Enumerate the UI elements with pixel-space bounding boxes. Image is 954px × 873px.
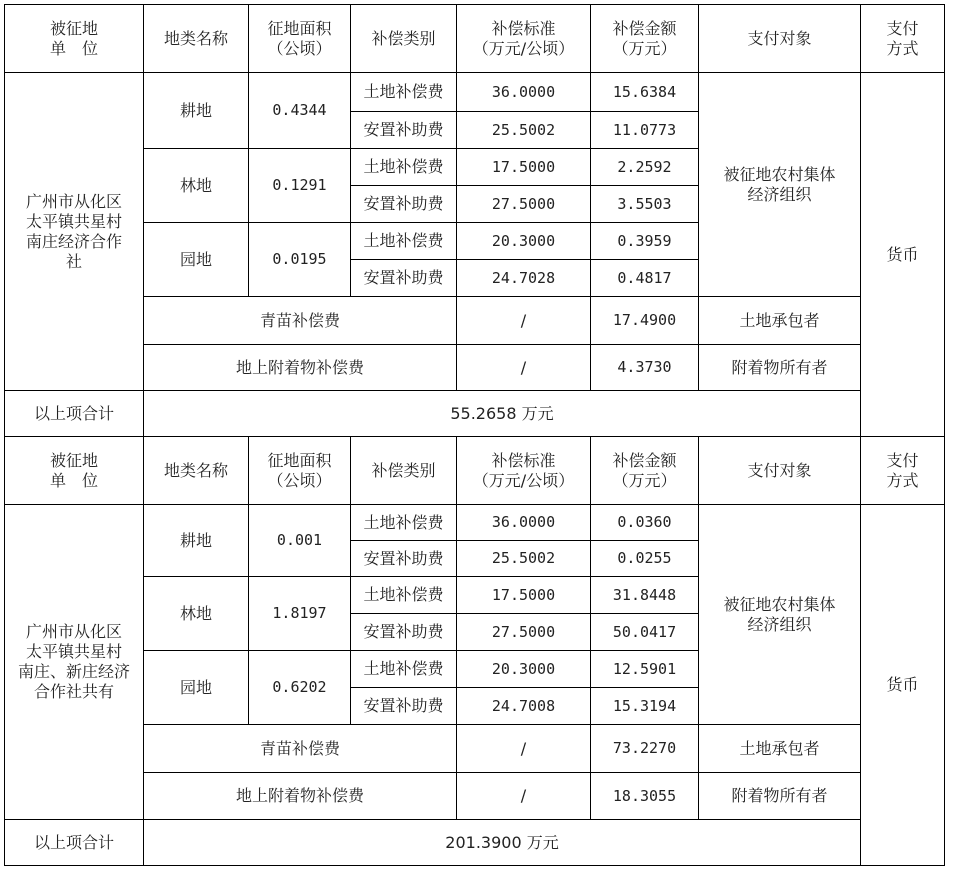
comp-type-cell: 安置补助费	[351, 688, 457, 725]
standard-cell: /	[457, 725, 591, 773]
standard-cell: 17.5000	[457, 577, 591, 614]
comp-type-cell: 安置补助费	[351, 614, 457, 651]
amount-cell: 73.2270	[591, 725, 699, 773]
amount-cell: 18.3055	[591, 773, 699, 820]
header-payment: 支付 方式	[861, 5, 945, 73]
standard-cell: 25.5002	[457, 541, 591, 577]
land-type-cell: 耕地	[144, 505, 249, 577]
amount-cell: 31.8448	[591, 577, 699, 614]
standard-cell: 20.3000	[457, 651, 591, 688]
area-cell: 0.4344	[249, 73, 351, 149]
header-land-type: 地类名称	[144, 5, 249, 73]
comp-type-cell: 土地补偿费	[351, 223, 457, 260]
amount-cell: 50.0417	[591, 614, 699, 651]
header-payee: 支付对象	[699, 437, 861, 505]
amount-cell: 2.2592	[591, 149, 699, 186]
seedling-row	[5, 297, 945, 345]
amount-cell: 12.5901	[591, 651, 699, 688]
standard-cell: 24.7008	[457, 688, 591, 725]
attachment-label: 地上附着物补偿费	[144, 773, 457, 820]
total-label: 以上项合计	[5, 820, 144, 866]
land-type-cell: 耕地	[144, 73, 249, 149]
area-cell: 0.6202	[249, 651, 351, 725]
comp-type-cell: 土地补偿费	[351, 73, 457, 112]
comp-type-cell: 土地补偿费	[351, 651, 457, 688]
standard-cell: /	[457, 345, 591, 391]
header-land-type: 地类名称	[144, 437, 249, 505]
header-area: 征地面积 （公顷）	[249, 437, 351, 505]
header-unit: 被征地 单 位	[5, 437, 144, 505]
header-payee: 支付对象	[699, 5, 861, 73]
area-cell: 0.1291	[249, 149, 351, 223]
comp-type-cell: 安置补助费	[351, 260, 457, 297]
standard-cell: /	[457, 297, 591, 345]
payee-cell: 附着物所有者	[699, 345, 861, 391]
header-amount: 补偿金额 （万元）	[591, 437, 699, 505]
comp-type-cell: 土地补偿费	[351, 505, 457, 541]
payee-cell: 土地承包者	[699, 725, 861, 773]
amount-cell: 15.6384	[591, 73, 699, 112]
comp-type-cell: 安置补助费	[351, 186, 457, 223]
payee-cell: 附着物所有者	[699, 773, 861, 820]
total-value: 55.2658 万元	[144, 391, 861, 437]
unit-cell: 广州市从化区 太平镇共星村 南庄经济合作 社	[5, 73, 144, 391]
amount-cell: 15.3194	[591, 688, 699, 725]
land-type-cell: 园地	[144, 223, 249, 297]
area-cell: 0.001	[249, 505, 351, 577]
total-row	[5, 391, 945, 437]
amount-cell: 3.5503	[591, 186, 699, 223]
standard-cell: 36.0000	[457, 505, 591, 541]
unit-cell: 广州市从化区 太平镇共星村 南庄、新庄经济 合作社共有	[5, 505, 144, 820]
attachment-row	[5, 773, 945, 820]
amount-cell: 0.3959	[591, 223, 699, 260]
standard-cell: 17.5000	[457, 149, 591, 186]
header-standard: 补偿标准 （万元/公顷）	[457, 5, 591, 73]
land-type-cell: 林地	[144, 577, 249, 651]
standard-cell: 25.5002	[457, 112, 591, 149]
amount-cell: 17.4900	[591, 297, 699, 345]
header-comp-type: 补偿类别	[351, 5, 457, 73]
total-label: 以上项合计	[5, 391, 144, 437]
payment-cell: 货币	[861, 73, 945, 437]
payee-cell: 土地承包者	[699, 297, 861, 345]
comp-type-cell: 安置补助费	[351, 112, 457, 149]
header-payment: 支付 方式	[861, 437, 945, 505]
seedling-row	[5, 725, 945, 773]
seedling-label: 青苗补偿费	[144, 297, 457, 345]
amount-cell: 4.3730	[591, 345, 699, 391]
land-type-cell: 园地	[144, 651, 249, 725]
comp-type-cell: 土地补偿费	[351, 577, 457, 614]
seedling-label: 青苗补偿费	[144, 725, 457, 773]
standard-cell: 24.7028	[457, 260, 591, 297]
standard-cell: 27.5000	[457, 186, 591, 223]
payee-cell: 被征地农村集体 经济组织	[699, 73, 861, 297]
comp-type-cell: 土地补偿费	[351, 149, 457, 186]
table-row	[5, 505, 945, 541]
header-row	[5, 5, 945, 73]
amount-cell: 11.0773	[591, 112, 699, 149]
total-value: 201.3900 万元	[144, 820, 861, 866]
comp-type-cell: 安置补助费	[351, 541, 457, 577]
table-row	[5, 73, 945, 112]
header-unit: 被征地 单 位	[5, 5, 144, 73]
amount-cell: 0.4817	[591, 260, 699, 297]
payment-cell: 货币	[861, 505, 945, 866]
header-comp-type: 补偿类别	[351, 437, 457, 505]
header-standard: 补偿标准 （万元/公顷）	[457, 437, 591, 505]
standard-cell: 27.5000	[457, 614, 591, 651]
header-area: 征地面积 （公顷）	[249, 5, 351, 73]
compensation-table	[4, 4, 945, 866]
area-cell: 1.8197	[249, 577, 351, 651]
total-row	[5, 820, 945, 866]
standard-cell: 36.0000	[457, 73, 591, 112]
amount-cell: 0.0360	[591, 505, 699, 541]
header-row	[5, 437, 945, 505]
attachment-row	[5, 345, 945, 391]
standard-cell: 20.3000	[457, 223, 591, 260]
area-cell: 0.0195	[249, 223, 351, 297]
payee-cell: 被征地农村集体 经济组织	[699, 505, 861, 725]
land-type-cell: 林地	[144, 149, 249, 223]
standard-cell: /	[457, 773, 591, 820]
attachment-label: 地上附着物补偿费	[144, 345, 457, 391]
header-amount: 补偿金额 （万元）	[591, 5, 699, 73]
amount-cell: 0.0255	[591, 541, 699, 577]
